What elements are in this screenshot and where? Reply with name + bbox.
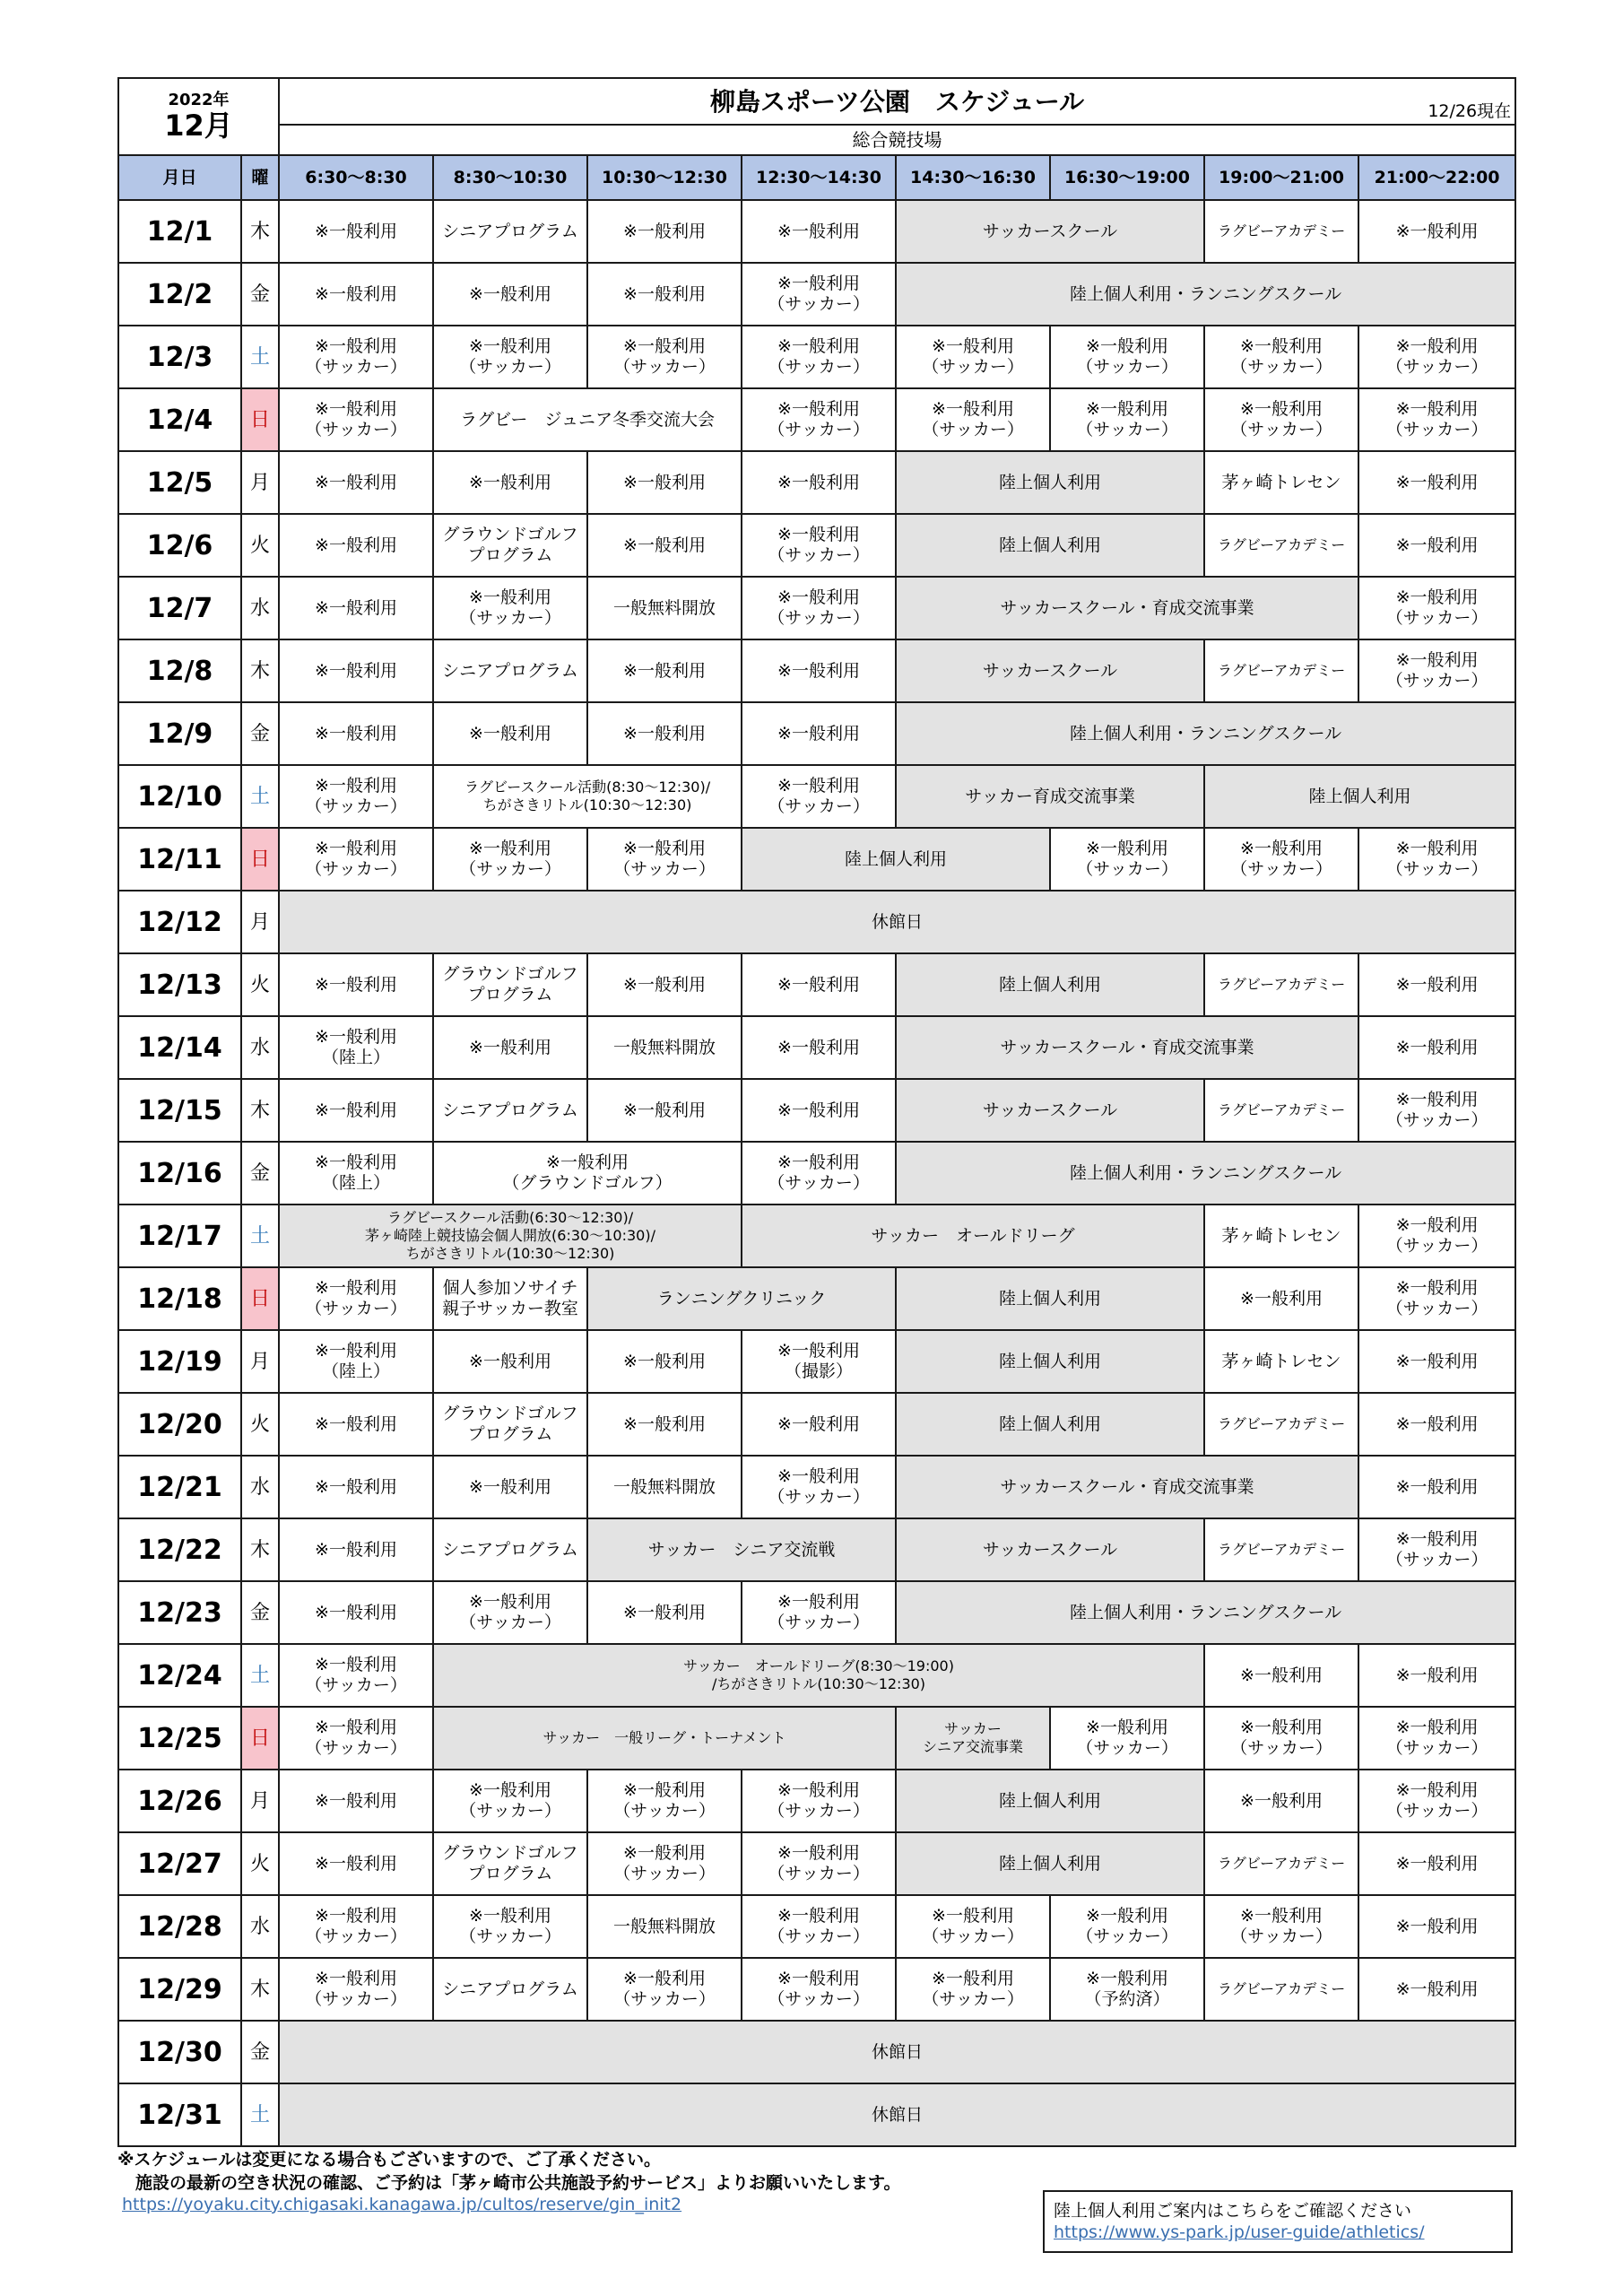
schedule-cell: ※一般利用 （サッカー） <box>1050 1707 1204 1770</box>
schedule-cell: ※一般利用 （サッカー） <box>742 1142 896 1205</box>
schedule-cell: サッカースクール・育成交流事業 <box>896 577 1358 639</box>
schedule-cell: ※一般利用 （サッカー） <box>1204 828 1358 891</box>
schedule-cell: ※一般利用 <box>1358 1393 1515 1456</box>
weekday-cell: 火 <box>241 1393 279 1456</box>
schedule-cell: サッカー 一般リーグ・トーナメント <box>433 1707 896 1770</box>
schedule-cell: ※一般利用 （サッカー） <box>742 577 896 639</box>
weekday-cell: 金 <box>241 2021 279 2083</box>
weekday-cell: 金 <box>241 702 279 765</box>
schedule-row <box>118 1518 1515 1581</box>
schedule-cell: ラグビーアカデミー <box>1204 639 1358 702</box>
schedule-cell: ※一般利用 <box>587 514 742 577</box>
schedule-cell: 陸上個人利用 <box>896 953 1204 1016</box>
schedule-cell: 陸上個人利用 <box>896 1770 1204 1832</box>
schedule-cell: ※一般利用 （サッカー） <box>1358 388 1515 451</box>
schedule-cell: ※一般利用 <box>587 451 742 514</box>
column-header: 14:30～16:30 <box>896 155 1050 200</box>
weekday-cell: 火 <box>241 953 279 1016</box>
schedule-cell: ラグビーアカデミー <box>1204 953 1358 1016</box>
schedule-cell: ※一般利用 <box>279 639 433 702</box>
schedule-cell: グラウンドゴルフ プログラム <box>433 953 587 1016</box>
schedule-cell: 休館日 <box>279 2083 1515 2146</box>
athletics-info-text: 陸上個人利用ご案内はこちらをご確認ください <box>1054 2201 1412 2221</box>
schedule-row <box>118 953 1515 1016</box>
schedule-cell: ※一般利用 （サッカー） <box>587 828 742 891</box>
weekday-cell: 月 <box>241 1770 279 1832</box>
month-label: 12月 <box>164 109 233 143</box>
date-cell: 12/15 <box>118 1079 241 1142</box>
schedule-cell: ※一般利用 <box>587 1393 742 1456</box>
date-cell: 12/8 <box>118 639 241 702</box>
schedule-cell: グラウンドゴルフ プログラム <box>433 1832 587 1895</box>
schedule-cell: 個人参加ソサイチ 親子サッカー教室 <box>433 1267 587 1330</box>
schedule-cell: ※一般利用 （サッカー） <box>433 1770 587 1832</box>
schedule-cell: ※一般利用 <box>587 200 742 263</box>
date-cell: 12/2 <box>118 263 241 326</box>
column-header: 月日 <box>118 155 241 200</box>
schedule-cell: ※一般利用 （サッカー） <box>896 326 1050 388</box>
schedule-cell: ※一般利用 （撮影） <box>742 1330 896 1393</box>
schedule-cell: サッカースクール・育成交流事業 <box>896 1456 1358 1518</box>
athletics-info-box <box>1043 2190 1513 2253</box>
date-cell: 12/26 <box>118 1770 241 1832</box>
schedule-cell: ※一般利用 （サッカー） <box>742 1456 896 1518</box>
schedule-cell: ※一般利用 <box>279 514 433 577</box>
column-header: 曜 <box>241 155 279 200</box>
schedule-cell: ※一般利用 （サッカー） <box>1358 1267 1515 1330</box>
date-cell: 12/3 <box>118 326 241 388</box>
schedule-cell: ※一般利用 <box>279 1770 433 1832</box>
schedule-cell: ※一般利用 （サッカー） <box>279 1267 433 1330</box>
schedule-cell: ※一般利用 （陸上） <box>279 1016 433 1079</box>
schedule-cell: ※一般利用 （サッカー） <box>742 1895 896 1958</box>
schedule-cell: ※一般利用 <box>742 451 896 514</box>
schedule-cell: ※一般利用 <box>742 702 896 765</box>
schedule-cell: グラウンドゴルフ プログラム <box>433 1393 587 1456</box>
schedule-cell: ※一般利用 <box>279 451 433 514</box>
schedule-row <box>118 514 1515 577</box>
schedule-row <box>118 702 1515 765</box>
schedule-cell: ※一般利用 （サッカー） <box>1358 639 1515 702</box>
date-cell: 12/30 <box>118 2021 241 2083</box>
weekday-cell: 金 <box>241 1581 279 1644</box>
schedule-cell: ※一般利用 <box>279 263 433 326</box>
date-cell: 12/27 <box>118 1832 241 1895</box>
schedule-cell: ※一般利用 <box>587 639 742 702</box>
schedule-row <box>118 200 1515 263</box>
schedule-cell: ※一般利用 （サッカー） <box>433 326 587 388</box>
schedule-cell: ※一般利用 （サッカー） <box>433 828 587 891</box>
schedule-cell: シニアプログラム <box>433 200 587 263</box>
schedule-cell: ※一般利用 <box>742 200 896 263</box>
schedule-row <box>118 639 1515 702</box>
schedule-row <box>118 2083 1515 2146</box>
schedule-row <box>118 1958 1515 2021</box>
schedule-cell: ※一般利用 （サッカー） <box>742 1770 896 1832</box>
schedule-row <box>118 1644 1515 1707</box>
schedule-cell: ※一般利用 （サッカー） <box>1050 326 1204 388</box>
schedule-row <box>118 1016 1515 1079</box>
schedule-cell: ※一般利用 （サッカー） <box>587 326 742 388</box>
schedule-cell: ※一般利用 <box>433 263 587 326</box>
schedule-cell: ※一般利用 <box>279 1518 433 1581</box>
schedule-cell: ※一般利用 （サッカー） <box>1358 1205 1515 1267</box>
schedule-cell: ※一般利用 <box>433 451 587 514</box>
schedule-cell: 陸上個人利用・ランニングスクール <box>896 1142 1515 1205</box>
schedule-cell: ※一般利用 （サッカー） <box>742 514 896 577</box>
reservation-link[interactable]: https://yoyaku.city.chigasaki.kanagawa.jp/cultos/reserve/gin_init2 <box>122 2195 682 2214</box>
schedule-cell: ※一般利用 （サッカー） <box>1050 388 1204 451</box>
schedule-row <box>118 1707 1515 1770</box>
schedule-cell: ※一般利用 <box>1358 953 1515 1016</box>
schedule-cell: シニアプログラム <box>433 639 587 702</box>
schedule-cell: ※一般利用 （サッカー） <box>1204 388 1358 451</box>
schedule-cell: ※一般利用 <box>587 702 742 765</box>
schedule-cell: 陸上個人利用・ランニングスクール <box>896 1581 1515 1644</box>
schedule-cell: ※一般利用 （予約済） <box>1050 1958 1204 2021</box>
schedule-cell: ラグビースクール活動(6:30～12:30)/ 茅ヶ崎陸上競技協会個人開放(6:30～10:30)/ ちがさきリトル(10:30～12:30) <box>279 1205 742 1267</box>
weekday-cell: 日 <box>241 1267 279 1330</box>
date-cell: 12/29 <box>118 1958 241 2021</box>
date-cell: 12/9 <box>118 702 241 765</box>
schedule-cell: 陸上個人利用 <box>896 451 1204 514</box>
schedule-cell: ※一般利用 （サッカー） <box>1358 1707 1515 1770</box>
weekday-cell: 月 <box>241 1330 279 1393</box>
schedule-cell: ラグビーアカデミー <box>1204 1958 1358 2021</box>
column-header: 6:30～8:30 <box>279 155 433 200</box>
schedule-cell: ※一般利用 （サッカー） <box>279 765 433 828</box>
schedule-cell: ※一般利用 <box>1358 514 1515 577</box>
date-cell: 12/13 <box>118 953 241 1016</box>
schedule-cell: 一般無料開放 <box>587 1456 742 1518</box>
schedule-row <box>118 828 1515 891</box>
facility-name: 総合競技場 <box>279 125 1515 155</box>
weekday-cell: 木 <box>241 1958 279 2021</box>
date-cell: 12/5 <box>118 451 241 514</box>
column-header: 8:30～10:30 <box>433 155 587 200</box>
weekday-cell: 日 <box>241 388 279 451</box>
schedule-cell: ※一般利用 <box>1358 1016 1515 1079</box>
schedule-cell: ※一般利用 （サッカー） <box>1050 828 1204 891</box>
schedule-cell: ※一般利用 （サッカー） <box>1358 326 1515 388</box>
schedule-cell: ※一般利用 （グラウンドゴルフ） <box>433 1142 742 1205</box>
schedule-cell: ※一般利用 （サッカー） <box>279 326 433 388</box>
schedule-cell: サッカースクール <box>896 639 1204 702</box>
schedule-cell: ※一般利用 （サッカー） <box>279 1895 433 1958</box>
weekday-cell: 木 <box>241 1079 279 1142</box>
weekday-cell: 水 <box>241 1016 279 1079</box>
schedule-cell: ※一般利用 （サッカー） <box>279 388 433 451</box>
column-header: 21:00～22:00 <box>1358 155 1515 200</box>
column-header-row <box>118 155 1515 200</box>
date-cell: 12/17 <box>118 1205 241 1267</box>
weekday-cell: 土 <box>241 2083 279 2146</box>
schedule-cell: ※一般利用 <box>587 1581 742 1644</box>
schedule-row <box>118 1205 1515 1267</box>
date-cell: 12/1 <box>118 200 241 263</box>
date-cell: 12/31 <box>118 2083 241 2146</box>
schedule-change-note: ※スケジュールは変更になる場合もございますので、ご了承ください。 <box>117 2150 661 2170</box>
schedule-cell: ※一般利用 <box>1358 1330 1515 1393</box>
schedule-row <box>118 891 1515 953</box>
schedule-cell: サッカースクール <box>896 1079 1204 1142</box>
schedule-cell: ※一般利用 <box>279 1456 433 1518</box>
schedule-cell: ※一般利用 <box>279 953 433 1016</box>
weekday-cell: 金 <box>241 1142 279 1205</box>
schedule-cell: ※一般利用 <box>742 639 896 702</box>
schedule-cell: ※一般利用 <box>433 1016 587 1079</box>
schedule-cell: 一般無料開放 <box>587 577 742 639</box>
as-of-date: 12/26現在 <box>1428 101 1512 121</box>
schedule-cell: 陸上個人利用 <box>896 1832 1204 1895</box>
schedule-cell: ※一般利用 <box>279 1832 433 1895</box>
schedule-cell: ※一般利用 （サッカー） <box>1050 1895 1204 1958</box>
schedule-cell: ※一般利用 （陸上） <box>279 1330 433 1393</box>
schedule-cell: ※一般利用 <box>1358 451 1515 514</box>
year-label: 2022年 <box>168 91 230 109</box>
weekday-cell: 日 <box>241 828 279 891</box>
schedule-row <box>118 2021 1515 2083</box>
schedule-cell: 陸上個人利用 <box>1204 765 1515 828</box>
schedule-row <box>118 1581 1515 1644</box>
weekday-cell: 月 <box>241 891 279 953</box>
date-cell: 12/24 <box>118 1644 241 1707</box>
schedule-cell: ランニングクリニック <box>587 1267 896 1330</box>
schedule-cell: ※一般利用 <box>279 200 433 263</box>
schedule-row <box>118 1832 1515 1895</box>
schedule-cell: サッカースクール <box>896 1518 1204 1581</box>
schedule-cell: ※一般利用 （サッカー） <box>1204 1707 1358 1770</box>
schedule-cell: ラグビースクール活動(8:30～12:30)/ ちがさきリトル(10:30～12:30) <box>433 765 742 828</box>
schedule-cell: サッカー シニア交流事業 <box>896 1707 1050 1770</box>
date-cell: 12/21 <box>118 1456 241 1518</box>
date-cell: 12/11 <box>118 828 241 891</box>
schedule-row <box>118 1393 1515 1456</box>
column-header: 12:30～14:30 <box>742 155 896 200</box>
schedule-cell: ※一般利用 （サッカー） <box>279 1707 433 1770</box>
schedule-row <box>118 1330 1515 1393</box>
schedule-cell: サッカー オールドリーグ(8:30～19:00) /ちがさきリトル(10:30～12:30) <box>433 1644 1204 1707</box>
reservation-note: 施設の最新の空き状況の確認、ご予約は「茅ヶ崎市公共施設予約サービス」よりお願いいたします。 <box>135 2173 901 2193</box>
schedule-cell: サッカー育成交流事業 <box>896 765 1204 828</box>
column-header: 10:30～12:30 <box>587 155 742 200</box>
schedule-cell: ※一般利用 （サッカー） <box>742 263 896 326</box>
schedule-cell: ※一般利用 （サッカー） <box>1358 1079 1515 1142</box>
schedule-cell: ラグビーアカデミー <box>1204 1832 1358 1895</box>
weekday-cell: 金 <box>241 263 279 326</box>
weekday-cell: 土 <box>241 326 279 388</box>
schedule-cell: グラウンドゴルフ プログラム <box>433 514 587 577</box>
date-cell: 12/7 <box>118 577 241 639</box>
weekday-cell: 木 <box>241 1518 279 1581</box>
weekday-cell: 水 <box>241 1456 279 1518</box>
schedule-cell: 陸上個人利用 <box>896 514 1204 577</box>
schedule-cell: ラグビーアカデミー <box>1204 1518 1358 1581</box>
schedule-cell: ※一般利用 （サッカー） <box>1358 1518 1515 1581</box>
schedule-cell: ※一般利用 （サッカー） <box>896 1895 1050 1958</box>
schedule-cell: ※一般利用 （サッカー） <box>742 1832 896 1895</box>
date-cell: 12/12 <box>118 891 241 953</box>
date-cell: 12/4 <box>118 388 241 451</box>
schedule-cell: ※一般利用 （サッカー） <box>1358 577 1515 639</box>
schedule-cell: ※一般利用 <box>1358 1958 1515 2021</box>
schedule-cell: 茅ヶ崎トレセン <box>1204 451 1358 514</box>
schedule-cell: ※一般利用 <box>1358 1895 1515 1958</box>
schedule-row <box>118 1267 1515 1330</box>
schedule-cell: 陸上個人利用 <box>896 1267 1204 1330</box>
schedule-cell: シニアプログラム <box>433 1958 587 2021</box>
schedule-cell: サッカー オールドリーグ <box>742 1205 1204 1267</box>
date-cell: 12/20 <box>118 1393 241 1456</box>
schedule-cell: ※一般利用 （サッカー） <box>1204 1895 1358 1958</box>
schedule-cell: ※一般利用 （サッカー） <box>433 577 587 639</box>
schedule-cell: ※一般利用 （サッカー） <box>279 828 433 891</box>
date-cell: 12/28 <box>118 1895 241 1958</box>
schedule-cell: ※一般利用 （サッカー） <box>279 1644 433 1707</box>
schedule-cell: ※一般利用 <box>1204 1267 1358 1330</box>
schedule-cell: ※一般利用 <box>279 1393 433 1456</box>
schedule-cell: 陸上個人利用・ランニングスクール <box>896 702 1515 765</box>
schedule-cell: ※一般利用 （サッカー） <box>896 1958 1050 2021</box>
schedule-cell: ※一般利用 （陸上） <box>279 1142 433 1205</box>
schedule-cell: ラグビーアカデミー <box>1204 200 1358 263</box>
schedule-cell: ※一般利用 <box>1358 1456 1515 1518</box>
schedule-cell: ※一般利用 <box>279 577 433 639</box>
schedule-cell: ※一般利用 <box>1358 1644 1515 1707</box>
schedule-cell: 陸上個人利用 <box>742 828 1050 891</box>
schedule-row <box>118 1456 1515 1518</box>
weekday-cell: 土 <box>241 1205 279 1267</box>
schedule-cell: ラグビーアカデミー <box>1204 1079 1358 1142</box>
schedule-cell: 一般無料開放 <box>587 1016 742 1079</box>
weekday-cell: 土 <box>241 1644 279 1707</box>
schedule-cell: ※一般利用 <box>587 263 742 326</box>
schedule-cell: ※一般利用 （サッカー） <box>587 1958 742 2021</box>
weekday-cell: 木 <box>241 200 279 263</box>
date-cell: 12/22 <box>118 1518 241 1581</box>
schedule-cell: ※一般利用 <box>742 1079 896 1142</box>
schedule-cell: ※一般利用 <box>1358 1832 1515 1895</box>
schedule-cell: ※一般利用 （サッカー） <box>1358 828 1515 891</box>
schedule-row <box>118 451 1515 514</box>
schedule-cell: 休館日 <box>279 2021 1515 2083</box>
schedule-row <box>118 326 1515 388</box>
schedule-cell: ※一般利用 <box>587 953 742 1016</box>
schedule-cell: 陸上個人利用 <box>896 1330 1204 1393</box>
schedule-cell: ラグビー ジュニア冬季交流大会 <box>433 388 742 451</box>
schedule-cell: ※一般利用 （サッカー） <box>433 1895 587 1958</box>
date-cell: 12/10 <box>118 765 241 828</box>
year-month-cell <box>118 78 279 155</box>
schedule-cell: サッカー シニア交流戦 <box>587 1518 896 1581</box>
schedule-row <box>118 1079 1515 1142</box>
schedule-cell: ※一般利用 （サッカー） <box>742 765 896 828</box>
date-cell: 12/25 <box>118 1707 241 1770</box>
schedule-cell: ラグビーアカデミー <box>1204 1393 1358 1456</box>
schedule-cell: ※一般利用 <box>433 1330 587 1393</box>
schedule-cell: ※一般利用 <box>279 702 433 765</box>
schedule-cell: シニアプログラム <box>433 1079 587 1142</box>
schedule-cell: ※一般利用 <box>587 1330 742 1393</box>
schedule-cell: ※一般利用 （サッカー） <box>742 1581 896 1644</box>
date-cell: 12/6 <box>118 514 241 577</box>
date-cell: 12/16 <box>118 1142 241 1205</box>
column-header: 19:00～21:00 <box>1204 155 1358 200</box>
schedule-cell: ※一般利用 <box>1358 200 1515 263</box>
schedule-cell: サッカースクール <box>896 200 1204 263</box>
schedule-cell: ※一般利用 <box>279 1079 433 1142</box>
weekday-cell: 木 <box>241 639 279 702</box>
weekday-cell: 水 <box>241 577 279 639</box>
schedule-cell: ※一般利用 （サッカー） <box>279 1958 433 2021</box>
schedule-cell: ※一般利用 <box>742 1393 896 1456</box>
column-header: 16:30～19:00 <box>1050 155 1204 200</box>
schedule-cell: ※一般利用 <box>742 1016 896 1079</box>
schedule-cell: ※一般利用 （サッカー） <box>587 1832 742 1895</box>
weekday-cell: 土 <box>241 765 279 828</box>
weekday-cell: 火 <box>241 1832 279 1895</box>
schedule-cell: ※一般利用 （サッカー） <box>1204 326 1358 388</box>
schedule-row <box>118 765 1515 828</box>
schedule-cell: 茅ヶ崎トレセン <box>1204 1205 1358 1267</box>
schedule-cell: 一般無料開放 <box>587 1895 742 1958</box>
schedule-row <box>118 1770 1515 1832</box>
weekday-cell: 水 <box>241 1895 279 1958</box>
schedule-cell: シニアプログラム <box>433 1518 587 1581</box>
schedule-cell: サッカースクール・育成交流事業 <box>896 1016 1358 1079</box>
date-cell: 12/14 <box>118 1016 241 1079</box>
schedule-cell: ※一般利用 <box>279 1581 433 1644</box>
schedule-cell: 陸上個人利用 <box>896 1393 1204 1456</box>
page-title: 柳島スポーツ公園 スケジュール <box>709 86 1085 117</box>
schedule-cell: ※一般利用 <box>433 1456 587 1518</box>
schedule-cell: ※一般利用 （サッカー） <box>742 326 896 388</box>
schedule-cell: ※一般利用 （サッカー） <box>587 1770 742 1832</box>
schedule-cell: ※一般利用 <box>587 1079 742 1142</box>
schedule-cell: ※一般利用 （サッカー） <box>742 1958 896 2021</box>
schedule-cell: ※一般利用 <box>1204 1644 1358 1707</box>
schedule-cell: ※一般利用 （サッカー） <box>896 388 1050 451</box>
schedule-cell: ※一般利用 <box>1204 1770 1358 1832</box>
schedule-cell: ※一般利用 <box>742 953 896 1016</box>
schedule-cell: ラグビーアカデミー <box>1204 514 1358 577</box>
schedule-cell: 陸上個人利用・ランニングスクール <box>896 263 1515 326</box>
schedule-row <box>118 577 1515 639</box>
schedule-row <box>118 1142 1515 1205</box>
weekday-cell: 日 <box>241 1707 279 1770</box>
schedule-cell: ※一般利用 （サッカー） <box>433 1581 587 1644</box>
schedule-cell: ※一般利用 （サッカー） <box>742 388 896 451</box>
schedule-cell: 茅ヶ崎トレセン <box>1204 1330 1358 1393</box>
date-cell: 12/23 <box>118 1581 241 1644</box>
athletics-info-link[interactable]: https://www.ys-park.jp/user-guide/athletics/ <box>1054 2222 1425 2242</box>
schedule-cell: ※一般利用 （サッカー） <box>1358 1770 1515 1832</box>
schedule-row <box>118 1895 1515 1958</box>
schedule-row <box>118 263 1515 326</box>
schedule-cell: 休館日 <box>279 891 1515 953</box>
weekday-cell: 火 <box>241 514 279 577</box>
title-cell <box>279 78 1515 125</box>
weekday-cell: 月 <box>241 451 279 514</box>
schedule-row <box>118 388 1515 451</box>
schedule-cell: ※一般利用 <box>433 702 587 765</box>
date-cell: 12/19 <box>118 1330 241 1393</box>
schedule-table <box>117 77 1516 2147</box>
date-cell: 12/18 <box>118 1267 241 1330</box>
